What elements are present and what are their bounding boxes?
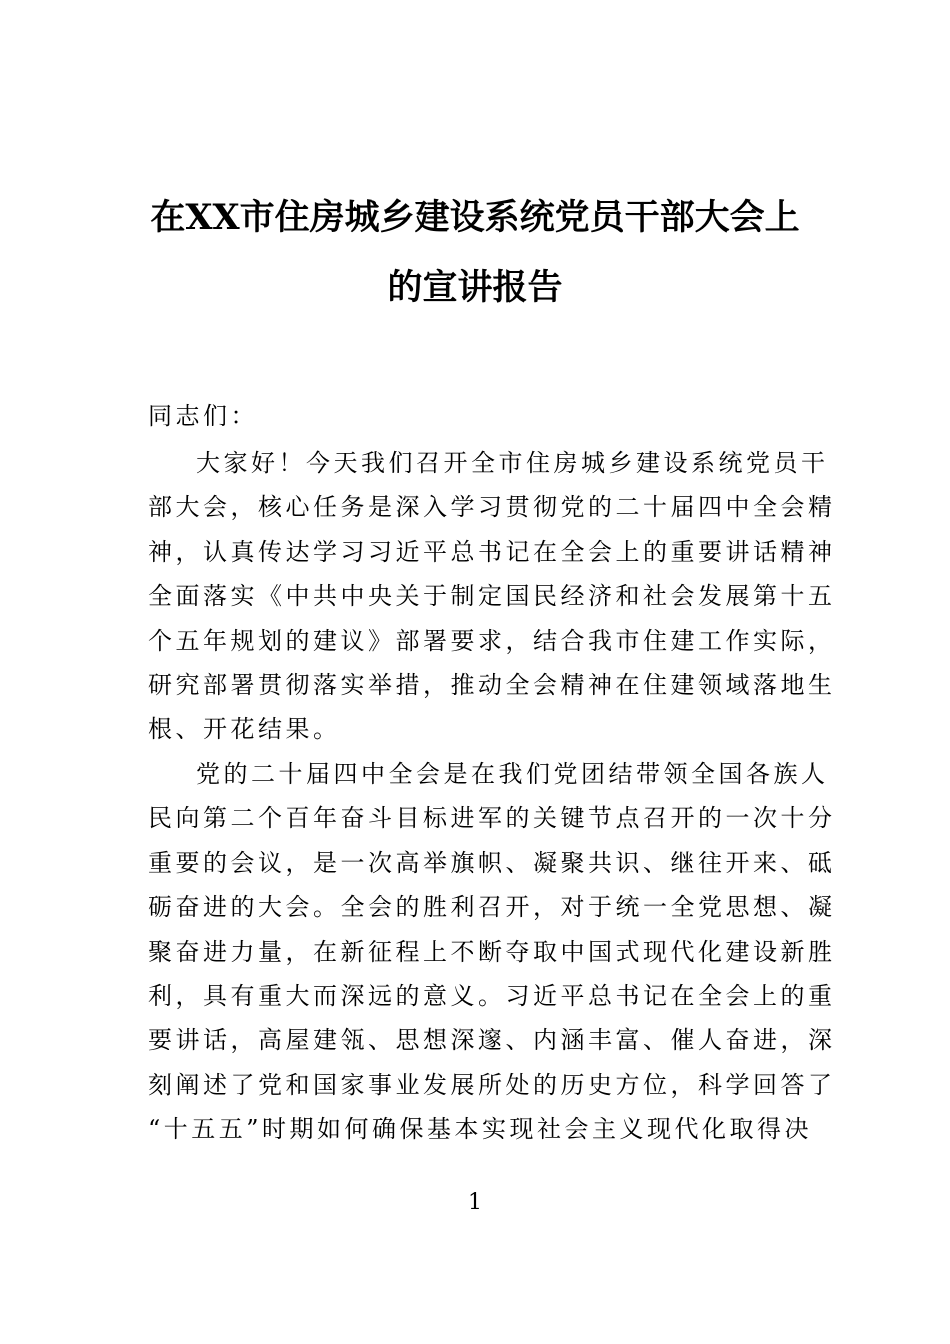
document-title-line-2: 的宣讲报告 <box>387 267 563 308</box>
paragraph-line: 民向第二个百年奋斗目标进军的关键节点召开的一次十分 <box>148 804 836 833</box>
paragraph-line: 研究部署贯彻落实举措，推动全会精神在住建领域落地生 <box>148 670 836 699</box>
paragraph-line: 要讲话，高屋建瓴、思想深邃、内涵丰富、催人奋进，深 <box>148 1026 836 1055</box>
paragraph-line: 神，认真传达学习习近平总书记在全会上的重要讲话精神 <box>148 537 836 566</box>
document-title-line-1: 在XX市住房城乡建设系统党员干部大会上 <box>150 197 800 238</box>
paragraph-line: “十五五”时期如何确保基本实现社会主义现代化取得决 <box>148 1115 813 1144</box>
paragraph-line: 个五年规划的建议》部署要求，结合我市住建工作实际， <box>148 626 836 655</box>
paragraph-line: 根、开花结果。 <box>148 715 341 744</box>
paragraph-line: 全面落实《中共中央关于制定国民经济和社会发展第十五 <box>148 582 836 611</box>
paragraph-1 <box>148 441 836 752</box>
paragraph-line: 聚奋进力量，在新征程上不断夺取中国式现代化建设新胜 <box>148 937 836 966</box>
paragraph-2 <box>148 752 836 1152</box>
paragraph-line: 部大会，核心任务是深入学习贯彻党的二十届四中全会精 <box>148 493 836 522</box>
paragraph-line: 砺奋进的大会。全会的胜利召开，对于统一全党思想、凝 <box>148 893 836 922</box>
page-number: 1 <box>468 1190 482 1215</box>
paragraph-line: 重要的会议，是一次高举旗帜、凝聚共识、继往开来、砥 <box>148 848 836 877</box>
paragraph-line: 党的二十届四中全会是在我们党团结带领全国各族人 <box>196 760 829 788</box>
paragraph-line: 利，具有重大而深远的意义。习近平总书记在全会上的重 <box>148 981 836 1010</box>
paragraph-line: 刻阐述了党和国家事业发展所处的历史方位，科学回答了 <box>148 1070 836 1099</box>
salutation: 同志们： <box>148 402 258 430</box>
paragraph-line: 大家好！今天我们召开全市住房城乡建设系统党员干 <box>196 449 829 477</box>
